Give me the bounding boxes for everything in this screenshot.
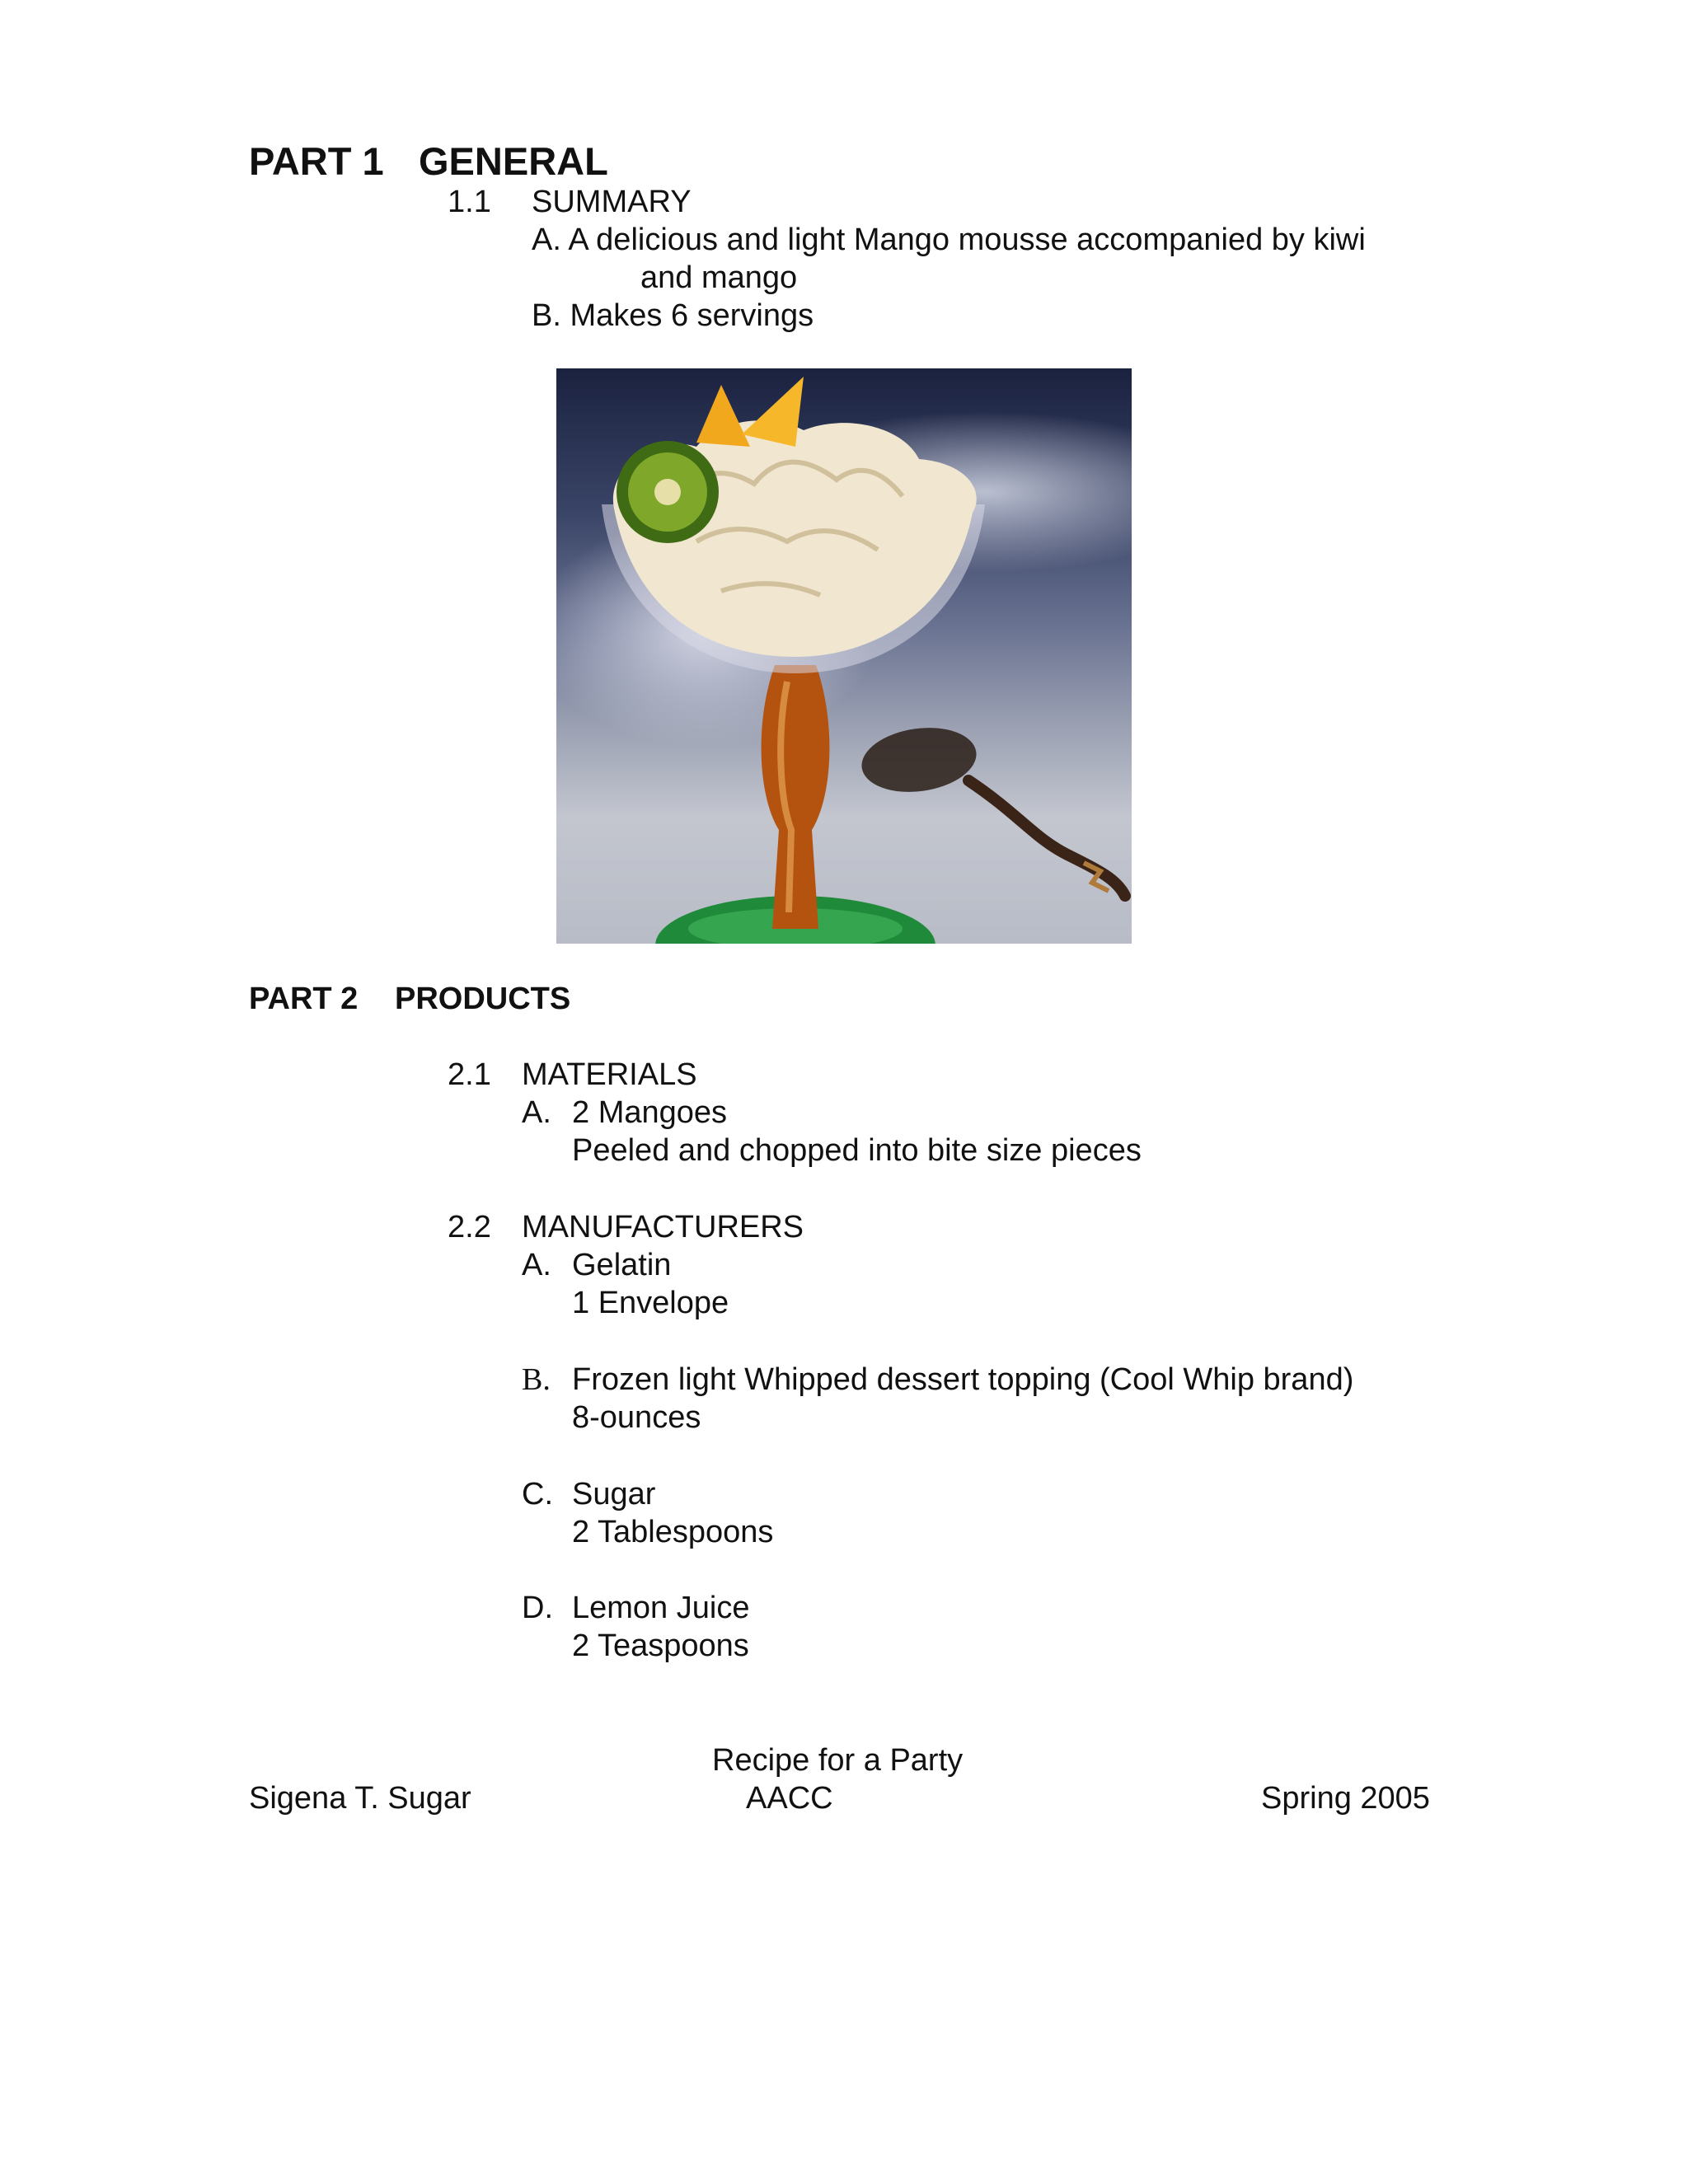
materials-item-a-letter: A. bbox=[522, 1095, 551, 1130]
manufacturers-item-b-letter: B. bbox=[522, 1362, 551, 1397]
section-1-1-num: 1.1 bbox=[448, 185, 491, 219]
mango-mousse-illustration bbox=[556, 368, 1132, 944]
section-2-1-title: MATERIALS bbox=[522, 1057, 697, 1092]
mango-slice-left bbox=[696, 385, 750, 447]
mango-slice-right bbox=[742, 377, 804, 447]
manufacturers-item-c-name: Sugar bbox=[572, 1477, 656, 1511]
section-2-2-num: 2.2 bbox=[448, 1210, 491, 1244]
footer-title: Recipe for a Party bbox=[712, 1743, 964, 1778]
manufacturers-item-a-letter: A. bbox=[522, 1248, 551, 1282]
kiwi-core bbox=[654, 479, 681, 505]
manufacturers-item-b-detail: 8-ounces bbox=[572, 1400, 701, 1435]
footer-term: Spring 2005 bbox=[1261, 1781, 1430, 1816]
part1-heading-title: GENERAL bbox=[419, 139, 608, 183]
materials-item-a-name: 2 Mangoes bbox=[572, 1095, 728, 1130]
mango-mousse-photo bbox=[556, 368, 1132, 944]
section-1-1-title: SUMMARY bbox=[532, 185, 692, 219]
summary-item-b: B. Makes 6 servings bbox=[532, 298, 814, 333]
manufacturers-item-a-name: Gelatin bbox=[572, 1248, 672, 1282]
manufacturers-item-d-letter: D. bbox=[522, 1591, 553, 1625]
part1-heading-num: PART 1 bbox=[249, 139, 384, 183]
spoon-handle bbox=[968, 780, 1125, 896]
spoon-bowl bbox=[857, 721, 980, 799]
manufacturers-item-d-detail: 2 Teaspoons bbox=[572, 1629, 749, 1663]
part2-heading-num: PART 2 bbox=[249, 982, 359, 1016]
manufacturers-item-b-name: Frozen light Whipped dessert topping (Cool Whip brand) bbox=[572, 1362, 1354, 1397]
part2-heading-title: PRODUCTS bbox=[395, 982, 571, 1016]
materials-item-a-detail: Peeled and chopped into bite size pieces bbox=[572, 1133, 1142, 1168]
section-2-2-title: MANUFACTURERS bbox=[522, 1210, 804, 1244]
summary-item-a-line1: A. A delicious and light Mango mousse accompanied by kiwi bbox=[532, 223, 1366, 257]
footer-org: AACC bbox=[746, 1781, 833, 1816]
footer-author: Sigena T. Sugar bbox=[249, 1781, 471, 1816]
manufacturers-item-c-detail: 2 Tablespoons bbox=[572, 1515, 774, 1549]
manufacturers-item-a-detail: 1 Envelope bbox=[572, 1286, 729, 1320]
manufacturers-item-d-name: Lemon Juice bbox=[572, 1591, 750, 1625]
manufacturers-item-c-letter: C. bbox=[522, 1477, 553, 1511]
summary-item-a-line2: and mango bbox=[640, 260, 798, 295]
glass-stem bbox=[762, 665, 830, 929]
section-2-1-num: 2.1 bbox=[448, 1057, 491, 1092]
